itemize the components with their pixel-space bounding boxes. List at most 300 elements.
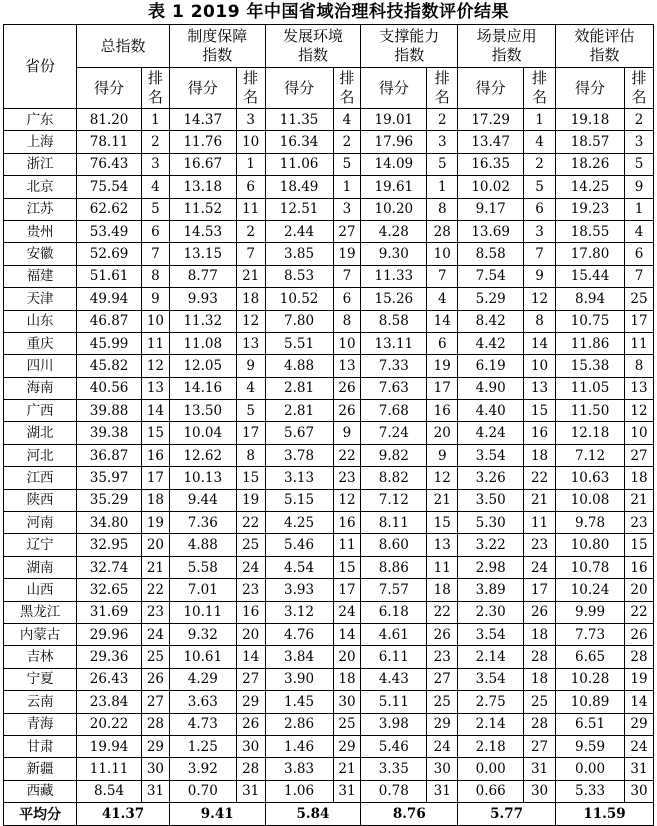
score-cell: 11.35 (265, 109, 333, 131)
score-cell: 7.12 (361, 489, 427, 511)
header-rank: 排 名 (427, 68, 458, 109)
rank-cell: 18 (236, 288, 265, 310)
table-row (4, 579, 654, 601)
table-row (4, 265, 654, 287)
rank-cell: 20 (333, 646, 361, 668)
average-row (4, 803, 654, 826)
rank-cell: 12 (333, 489, 361, 511)
rank-cell: 25 (427, 691, 458, 713)
rank-cell: 16 (625, 556, 654, 578)
rank-cell: 25 (625, 288, 654, 310)
rank-cell: 22 (524, 467, 556, 489)
score-cell: 6.19 (458, 355, 524, 377)
table-row (4, 623, 654, 645)
score-cell: 12.62 (169, 444, 236, 466)
rank-cell: 30 (333, 691, 361, 713)
score-cell: 19.01 (361, 109, 427, 131)
rank-cell: 7 (524, 243, 556, 265)
score-cell: 7.54 (458, 265, 524, 287)
rank-cell: 18 (142, 489, 170, 511)
header-score: 得分 (77, 68, 142, 109)
score-cell: 32.65 (77, 579, 142, 601)
score-cell: 13.69 (458, 220, 524, 242)
score-cell: 4.88 (169, 534, 236, 556)
score-cell: 16.67 (169, 153, 236, 175)
score-cell: 10.24 (556, 579, 625, 601)
header-row-groups (4, 25, 654, 68)
score-cell: 3.92 (169, 758, 236, 780)
score-cell: 19.18 (556, 109, 625, 131)
table-body (4, 109, 654, 803)
rank-cell: 4 (333, 109, 361, 131)
province-cell: 山东 (4, 310, 77, 332)
rank-cell: 13 (427, 534, 458, 556)
header-score: 得分 (169, 68, 236, 109)
score-cell: 3.22 (458, 534, 524, 556)
province-cell: 内蒙古 (4, 623, 77, 645)
header-rank: 排 名 (625, 68, 654, 109)
table-row (4, 780, 654, 802)
rank-cell: 14 (142, 400, 170, 422)
score-cell: 10.08 (556, 489, 625, 511)
score-cell: 14.37 (169, 109, 236, 131)
rank-cell: 24 (333, 601, 361, 623)
score-cell: 3.78 (265, 444, 333, 466)
rank-cell: 25 (333, 713, 361, 735)
rank-cell: 12 (142, 355, 170, 377)
rank-cell: 15 (524, 400, 556, 422)
rank-cell: 10 (427, 243, 458, 265)
score-cell: 32.95 (77, 534, 142, 556)
table-row (4, 377, 654, 399)
score-cell: 5.11 (361, 691, 427, 713)
rank-cell: 18 (524, 668, 556, 690)
rank-cell: 13 (142, 377, 170, 399)
score-cell: 15.44 (556, 265, 625, 287)
score-cell: 11.52 (169, 198, 236, 220)
score-cell: 18.49 (265, 176, 333, 198)
rank-cell: 21 (333, 758, 361, 780)
rank-cell: 8 (625, 355, 654, 377)
rank-cell: 10 (236, 131, 265, 153)
province-cell: 海南 (4, 377, 77, 399)
rank-cell: 29 (142, 735, 170, 757)
rank-cell: 27 (524, 735, 556, 757)
score-cell: 8.94 (556, 288, 625, 310)
rank-cell: 30 (524, 780, 556, 802)
score-cell: 15.38 (556, 355, 625, 377)
rank-cell: 8 (427, 198, 458, 220)
rank-cell: 1 (142, 109, 170, 131)
rank-cell: 21 (524, 489, 556, 511)
score-cell: 6.11 (361, 646, 427, 668)
rank-cell: 18 (625, 467, 654, 489)
score-cell: 53.49 (77, 220, 142, 242)
score-cell: 3.89 (458, 579, 524, 601)
rank-cell: 23 (427, 646, 458, 668)
rank-cell: 7 (625, 265, 654, 287)
rank-cell: 9 (427, 444, 458, 466)
score-cell: 11.08 (169, 332, 236, 354)
score-cell: 17.80 (556, 243, 625, 265)
table-row (4, 713, 654, 735)
score-cell: 62.62 (77, 198, 142, 220)
score-cell: 10.78 (556, 556, 625, 578)
score-cell: 11.33 (361, 265, 427, 287)
rank-cell: 11 (427, 556, 458, 578)
province-cell: 四川 (4, 355, 77, 377)
score-cell: 10.80 (556, 534, 625, 556)
rank-cell: 9 (142, 288, 170, 310)
province-cell: 贵州 (4, 220, 77, 242)
rank-cell: 11 (236, 198, 265, 220)
score-cell: 11.11 (77, 758, 142, 780)
score-cell: 3.50 (458, 489, 524, 511)
rank-cell: 1 (333, 176, 361, 198)
header-row-sub (4, 68, 654, 109)
rank-cell: 28 (142, 713, 170, 735)
rank-cell: 13 (625, 377, 654, 399)
table-row (4, 310, 654, 332)
rank-cell: 30 (427, 758, 458, 780)
province-cell: 湖北 (4, 422, 77, 444)
rank-cell: 26 (333, 400, 361, 422)
rank-cell: 5 (142, 198, 170, 220)
rank-cell: 15 (625, 534, 654, 556)
rank-cell: 17 (333, 579, 361, 601)
rank-cell: 6 (142, 220, 170, 242)
rank-cell: 1 (427, 176, 458, 198)
rank-cell: 29 (333, 735, 361, 757)
score-cell: 18.26 (556, 153, 625, 175)
score-cell: 3.12 (265, 601, 333, 623)
rank-cell: 2 (236, 220, 265, 242)
score-cell: 2.81 (265, 400, 333, 422)
rank-cell: 26 (625, 623, 654, 645)
score-cell: 3.54 (458, 623, 524, 645)
score-cell: 9.44 (169, 489, 236, 511)
score-cell: 7.73 (556, 623, 625, 645)
rank-cell: 29 (625, 713, 654, 735)
rank-cell: 5 (427, 153, 458, 175)
score-cell: 10.28 (556, 668, 625, 690)
rank-cell: 23 (142, 601, 170, 623)
rank-cell: 8 (524, 310, 556, 332)
score-cell: 10.02 (458, 176, 524, 198)
header-rank: 排 名 (142, 68, 170, 109)
table-row (4, 512, 654, 534)
rank-cell: 7 (236, 243, 265, 265)
rank-cell: 29 (427, 713, 458, 735)
score-cell: 9.32 (169, 623, 236, 645)
header-score: 得分 (556, 68, 625, 109)
score-cell: 9.17 (458, 198, 524, 220)
rank-cell: 14 (427, 310, 458, 332)
province-cell: 河北 (4, 444, 77, 466)
score-cell: 49.94 (77, 288, 142, 310)
province-cell: 广东 (4, 109, 77, 131)
rank-cell: 24 (625, 735, 654, 757)
province-cell: 黑龙江 (4, 601, 77, 623)
score-cell: 8.77 (169, 265, 236, 287)
score-cell: 7.63 (361, 377, 427, 399)
rank-cell: 7 (333, 265, 361, 287)
rank-cell: 26 (333, 377, 361, 399)
score-cell: 34.80 (77, 512, 142, 534)
province-cell: 西藏 (4, 780, 77, 802)
score-cell: 3.90 (265, 668, 333, 690)
rank-cell: 31 (427, 780, 458, 802)
table-row (4, 668, 654, 690)
rank-cell: 4 (236, 377, 265, 399)
rank-cell: 1 (625, 198, 654, 220)
rank-cell: 1 (236, 153, 265, 175)
province-cell: 安徽 (4, 243, 77, 265)
average-value: 11.59 (556, 803, 654, 826)
score-cell: 1.46 (265, 735, 333, 757)
score-cell: 36.87 (77, 444, 142, 466)
average-value: 8.76 (361, 803, 458, 826)
rank-cell: 12 (625, 400, 654, 422)
score-cell: 14.53 (169, 220, 236, 242)
score-cell: 7.68 (361, 400, 427, 422)
rank-cell: 11 (524, 512, 556, 534)
score-cell: 8.58 (361, 310, 427, 332)
rank-cell: 18 (524, 444, 556, 466)
score-cell: 11.05 (556, 377, 625, 399)
score-cell: 78.11 (77, 131, 142, 153)
rank-cell: 10 (625, 422, 654, 444)
rank-cell: 26 (524, 601, 556, 623)
score-cell: 8.42 (458, 310, 524, 332)
score-cell: 3.35 (361, 758, 427, 780)
score-cell: 46.87 (77, 310, 142, 332)
rank-cell: 7 (142, 243, 170, 265)
score-cell: 3.63 (169, 691, 236, 713)
average-value: 9.41 (169, 803, 265, 826)
average-label: 平均分 (4, 803, 77, 826)
score-cell: 7.24 (361, 422, 427, 444)
score-cell: 8.86 (361, 556, 427, 578)
rank-cell: 3 (333, 198, 361, 220)
table-row (4, 131, 654, 153)
province-cell: 云南 (4, 691, 77, 713)
rank-cell: 27 (427, 668, 458, 690)
score-cell: 10.75 (556, 310, 625, 332)
rank-cell: 3 (427, 131, 458, 153)
rank-cell: 10 (333, 332, 361, 354)
rank-cell: 8 (333, 310, 361, 332)
score-cell: 19.94 (77, 735, 142, 757)
rank-cell: 4 (427, 288, 458, 310)
score-cell: 19.61 (361, 176, 427, 198)
score-cell: 5.51 (265, 332, 333, 354)
score-cell: 45.82 (77, 355, 142, 377)
rank-cell: 13 (524, 377, 556, 399)
rank-cell: 12 (236, 310, 265, 332)
score-cell: 3.26 (458, 467, 524, 489)
header-environment-index: 发展环境 指数 (265, 25, 361, 68)
header-score: 得分 (361, 68, 427, 109)
score-cell: 14.16 (169, 377, 236, 399)
score-cell: 4.90 (458, 377, 524, 399)
province-cell: 天津 (4, 288, 77, 310)
rank-cell: 16 (142, 444, 170, 466)
rank-cell: 15 (427, 512, 458, 534)
score-cell: 5.15 (265, 489, 333, 511)
rank-cell: 28 (427, 220, 458, 242)
rank-cell: 6 (427, 332, 458, 354)
score-cell: 8.60 (361, 534, 427, 556)
rank-cell: 23 (333, 467, 361, 489)
score-cell: 12.18 (556, 422, 625, 444)
score-cell: 4.29 (169, 668, 236, 690)
rank-cell: 20 (427, 422, 458, 444)
province-cell: 福建 (4, 265, 77, 287)
score-cell: 20.22 (77, 713, 142, 735)
province-cell: 甘肃 (4, 735, 77, 757)
header-efficiency-index: 效能评估 指数 (556, 25, 654, 68)
score-cell: 9.78 (556, 512, 625, 534)
score-cell: 11.32 (169, 310, 236, 332)
score-cell: 13.15 (169, 243, 236, 265)
table-row (4, 489, 654, 511)
score-cell: 19.23 (556, 198, 625, 220)
score-cell: 1.45 (265, 691, 333, 713)
rank-cell: 24 (524, 556, 556, 578)
rank-cell: 9 (524, 265, 556, 287)
table-row (4, 355, 654, 377)
rank-cell: 5 (333, 153, 361, 175)
score-cell: 8.53 (265, 265, 333, 287)
score-cell: 9.99 (556, 601, 625, 623)
province-cell: 陕西 (4, 489, 77, 511)
province-cell: 新疆 (4, 758, 77, 780)
province-cell: 吉林 (4, 646, 77, 668)
score-cell: 2.44 (265, 220, 333, 242)
score-cell: 31.69 (77, 601, 142, 623)
score-cell: 11.50 (556, 400, 625, 422)
score-cell: 10.11 (169, 601, 236, 623)
score-cell: 4.28 (361, 220, 427, 242)
score-cell: 18.57 (556, 131, 625, 153)
rank-cell: 26 (142, 668, 170, 690)
score-cell: 11.86 (556, 332, 625, 354)
score-cell: 10.04 (169, 422, 236, 444)
province-cell: 山西 (4, 579, 77, 601)
rank-cell: 28 (524, 713, 556, 735)
rank-cell: 12 (524, 288, 556, 310)
score-cell: 16.34 (265, 131, 333, 153)
score-cell: 12.51 (265, 198, 333, 220)
score-cell: 7.36 (169, 512, 236, 534)
rank-cell: 3 (142, 153, 170, 175)
score-cell: 4.76 (265, 623, 333, 645)
score-cell: 11.76 (169, 131, 236, 153)
rank-cell: 8 (142, 265, 170, 287)
header-institution-index: 制度保障 指数 (169, 25, 265, 68)
rank-cell: 30 (625, 780, 654, 802)
score-cell: 5.46 (361, 735, 427, 757)
score-cell: 0.78 (361, 780, 427, 802)
score-cell: 3.54 (458, 444, 524, 466)
rank-cell: 31 (625, 758, 654, 780)
rank-cell: 9 (625, 176, 654, 198)
header-rank: 排 名 (524, 68, 556, 109)
rank-cell: 12 (427, 467, 458, 489)
score-cell: 13.11 (361, 332, 427, 354)
province-cell: 浙江 (4, 153, 77, 175)
header-support-index: 支撑能力 指数 (361, 25, 458, 68)
rank-cell: 11 (625, 332, 654, 354)
score-cell: 2.30 (458, 601, 524, 623)
score-cell: 14.09 (361, 153, 427, 175)
rank-cell: 16 (333, 512, 361, 534)
table-row (4, 109, 654, 131)
province-cell: 北京 (4, 176, 77, 198)
score-cell: 29.36 (77, 646, 142, 668)
score-cell: 10.13 (169, 467, 236, 489)
average-value: 5.84 (265, 803, 361, 826)
rank-cell: 26 (236, 713, 265, 735)
rank-cell: 9 (333, 422, 361, 444)
score-cell: 2.14 (458, 713, 524, 735)
rank-cell: 4 (142, 176, 170, 198)
rank-cell: 14 (333, 623, 361, 645)
rank-cell: 22 (333, 444, 361, 466)
score-cell: 4.88 (265, 355, 333, 377)
rank-cell: 31 (142, 780, 170, 802)
score-cell: 3.93 (265, 579, 333, 601)
rank-cell: 23 (524, 534, 556, 556)
score-cell: 7.33 (361, 355, 427, 377)
rank-cell: 30 (236, 735, 265, 757)
score-cell: 3.85 (265, 243, 333, 265)
score-cell: 2.98 (458, 556, 524, 578)
rank-cell: 31 (524, 758, 556, 780)
rank-cell: 16 (427, 400, 458, 422)
rank-cell: 18 (524, 623, 556, 645)
rank-cell: 11 (333, 534, 361, 556)
table-row (4, 646, 654, 668)
score-cell: 15.26 (361, 288, 427, 310)
rank-cell: 22 (142, 579, 170, 601)
rank-cell: 19 (625, 668, 654, 690)
average-value: 5.77 (458, 803, 556, 826)
rank-cell: 31 (333, 780, 361, 802)
rank-cell: 2 (427, 109, 458, 131)
score-cell: 0.00 (458, 758, 524, 780)
score-cell: 0.00 (556, 758, 625, 780)
score-cell: 18.55 (556, 220, 625, 242)
table-row (4, 758, 654, 780)
rank-cell: 17 (524, 579, 556, 601)
score-cell: 23.84 (77, 691, 142, 713)
rank-cell: 4 (524, 131, 556, 153)
score-cell: 10.61 (169, 646, 236, 668)
province-cell: 江苏 (4, 198, 77, 220)
score-cell: 17.29 (458, 109, 524, 131)
province-cell: 广西 (4, 400, 77, 422)
score-cell: 7.57 (361, 579, 427, 601)
score-cell: 2.75 (458, 691, 524, 713)
rank-cell: 13 (236, 332, 265, 354)
rank-cell: 7 (427, 265, 458, 287)
rank-cell: 3 (524, 220, 556, 242)
table-row (4, 332, 654, 354)
rank-cell: 27 (625, 444, 654, 466)
score-cell: 4.54 (265, 556, 333, 578)
